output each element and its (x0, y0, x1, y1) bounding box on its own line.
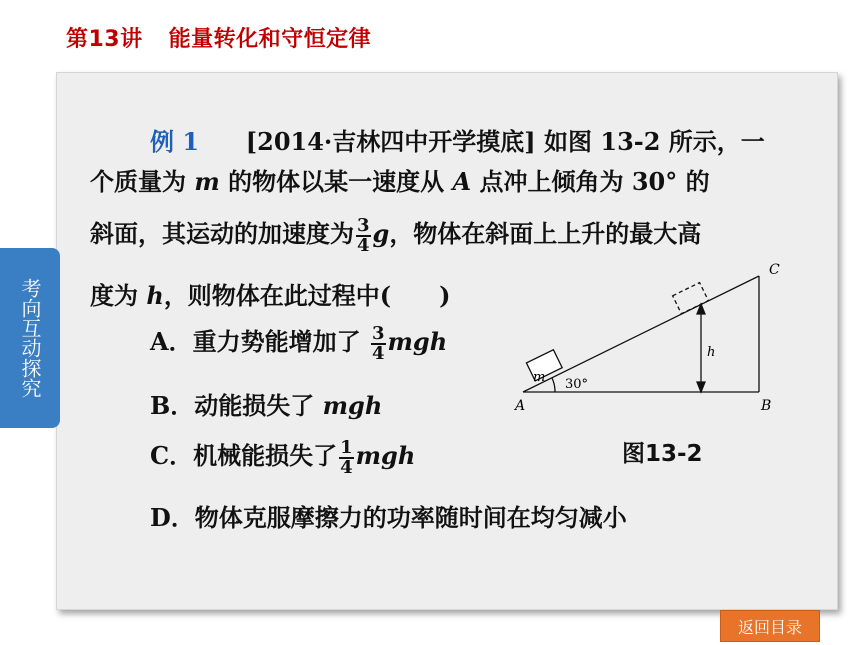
angle-arc (552, 378, 555, 392)
option-a-fraction (371, 322, 386, 364)
fraction-three-quarters (356, 214, 371, 256)
label-angle: 30° (565, 377, 589, 392)
problem-line-4 (90, 276, 451, 311)
var-m: m (194, 167, 220, 196)
example-label: 例 1 (150, 127, 200, 156)
fraction-numerator: 1 (340, 436, 353, 458)
label-h: h (707, 345, 716, 360)
side-tab-label: 考向互动探究 (18, 278, 42, 398)
problem-text: ，则物体在此过程中( ) (163, 281, 451, 310)
lecture-title (66, 22, 371, 53)
var-h: h (146, 281, 164, 310)
problem-text: 点冲上倾角为 30° 的 (479, 167, 710, 196)
option-b-expr: mgh (322, 391, 383, 420)
problem-text: ，物体在斜面上上升的最大高 (389, 219, 702, 248)
label-m: m (533, 370, 546, 385)
fraction-numerator: 3 (357, 214, 370, 236)
problem-line-3 (90, 214, 701, 255)
label-A: A (515, 398, 526, 414)
problem-line1-rest: 如图 13-2 所示，一 (544, 127, 765, 156)
side-tab-interactive-exploration[interactable] (0, 248, 60, 428)
option-d-label: D．物体克服摩擦力的功率随时间在均匀减小 (150, 503, 627, 532)
var-A: A (452, 167, 472, 196)
problem-line-2 (90, 162, 710, 197)
lecture-topic: 能量转化和守恒定律 (168, 27, 372, 52)
incline-figure (505, 260, 795, 420)
var-g: g (372, 219, 390, 248)
option-b[interactable] (150, 386, 382, 421)
label-B: B (761, 398, 772, 414)
option-a-expr: mgh (387, 327, 448, 356)
problem-text: 斜面，其运动的加速度为 (90, 219, 354, 248)
fraction-denominator: 4 (340, 456, 353, 478)
option-c[interactable] (150, 436, 415, 477)
back-to-contents-button[interactable]: 返回目录 (720, 610, 820, 642)
figure-caption: 图13-2 (622, 441, 703, 467)
fraction-denominator: 4 (371, 342, 385, 364)
option-b-label: B．动能损失了 (150, 391, 315, 420)
arrow-head-bottom (697, 382, 705, 392)
label-C: C (769, 262, 780, 278)
incline-slope (523, 276, 759, 392)
problem-text: 度为 (90, 281, 138, 310)
problem-text: 的物体以某一速度从 (228, 167, 445, 196)
fraction-denominator: 4 (357, 234, 370, 256)
option-c-expr: mgh (355, 441, 416, 470)
problem-text: 个质量为 (90, 167, 186, 196)
option-d[interactable] (150, 498, 627, 533)
option-c-fraction (339, 436, 354, 478)
problem-source: [2014·吉林四中开学摸底] (245, 127, 536, 156)
option-a-label: A．重力势能增加了 (150, 327, 361, 356)
problem-line-1 (150, 122, 765, 157)
lecture-number: 第13讲 (66, 27, 143, 52)
fraction-numerator: 3 (371, 322, 385, 344)
option-a[interactable] (150, 322, 447, 363)
option-c-label: C．机械能损失了 (150, 441, 338, 470)
